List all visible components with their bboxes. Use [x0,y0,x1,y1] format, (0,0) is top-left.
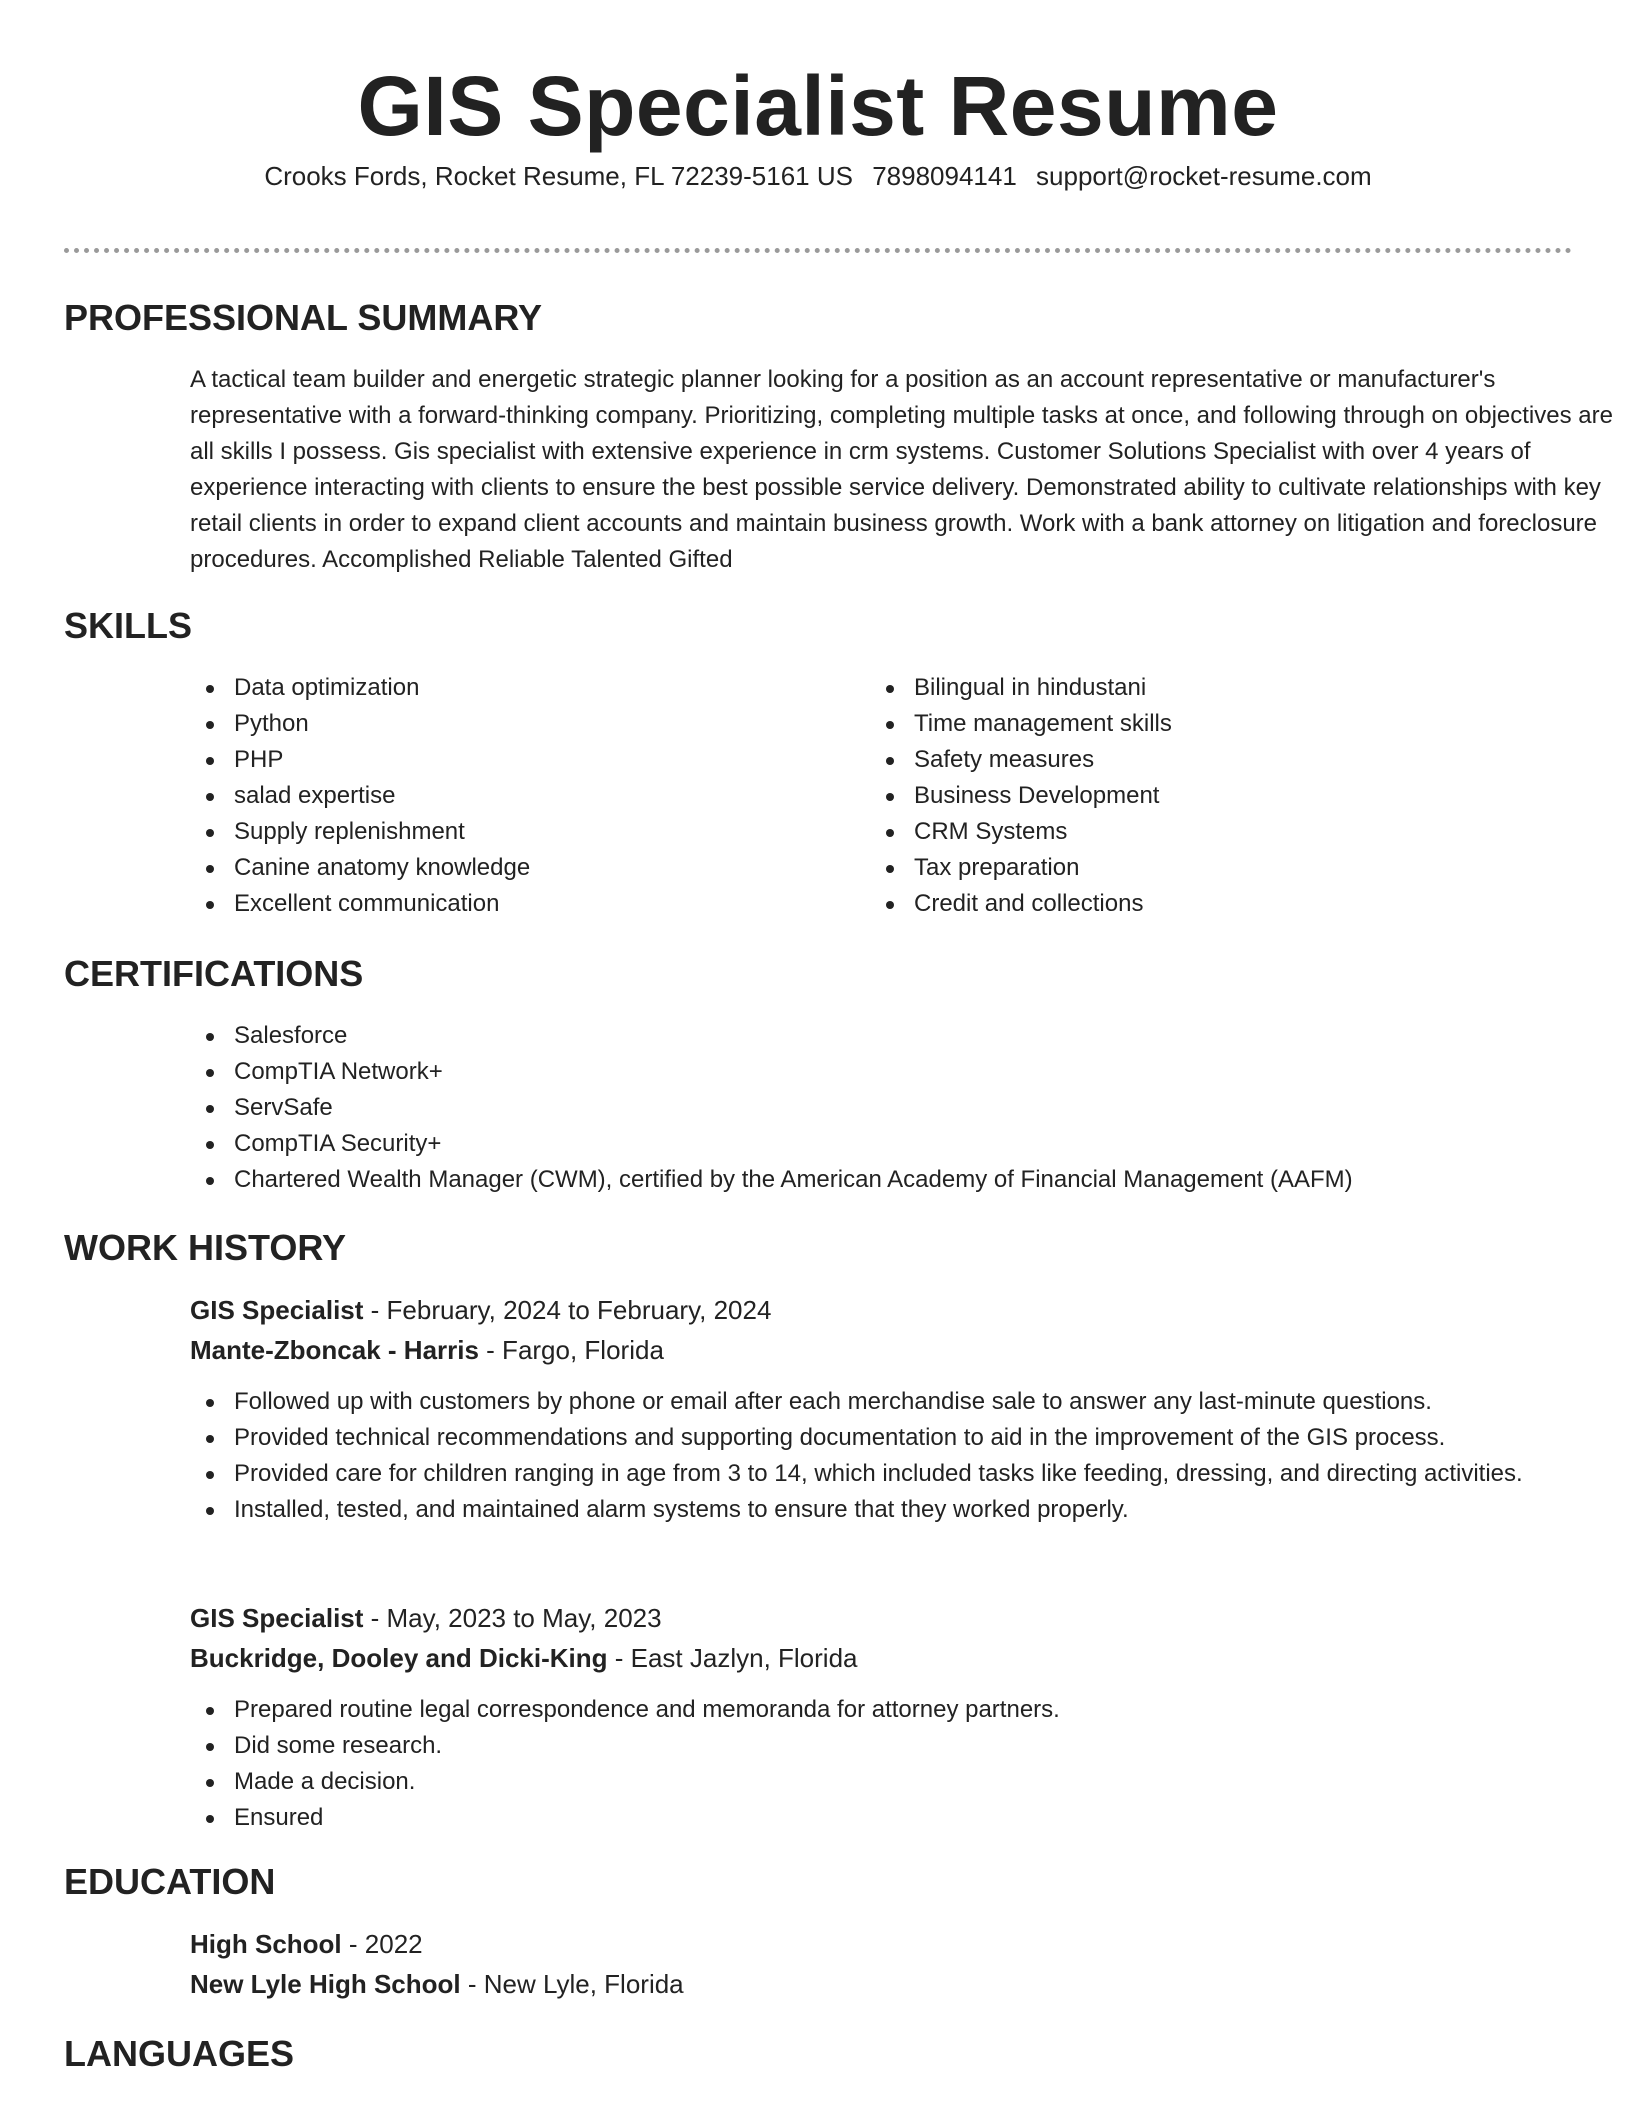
job-duties-list [190,1692,1630,1836]
summary-text: A tactical team builder and energetic strategic planner looking for a position as an account representative or manufacturer's representative with a forward-thinking company. Prioritizing, completing multiple tasks at once, and following through on objectives are all skills I possess. Gis specialist with extensive experience in crm systems. Customer Solutions Specialist with over 4 years of experience interacting with clients to ensure the best possible service delivery. Demonstrated ability to cultivate relationships with key retail clients in order to expand client accounts and maintain business growth. Work with a bank attorney on litigation and foreclosure procedures. Accomplished Reliable Talented Gifted [190,366,1613,573]
job-location: - East Jazlyn, Florida [607,1643,858,1673]
header-divider [64,248,1572,253]
skills-column-left [190,670,790,922]
certification-item: ServSafe [190,1090,1630,1126]
job-title-line [190,1598,1630,1638]
certifications-heading: CERTIFICATIONS [64,953,364,994]
skill-item: salad expertise [190,778,790,814]
job-company-line [190,1330,1630,1370]
skill-item: Tax preparation [870,850,1470,886]
skills-heading: SKILLS [64,605,193,646]
certifications-list [190,1018,1630,1198]
job-dates: - May, 2023 to May, 2023 [363,1603,662,1633]
job-duty-item: Prepared routine legal correspondence and memoranda for attorney partners. [190,1692,1630,1728]
skill-item: Canine anatomy knowledge [190,850,790,886]
education-degree-line [190,1924,1630,1964]
job-duties-list [190,1384,1630,1528]
resume-page [64,0,1613,2074]
contact-address: Crooks Fords, Rocket Resume, FL 72239-5161 US [264,161,853,191]
skill-item: Credit and collections [870,886,1470,922]
job-duty-item: Followed up with customers by phone or email after each merchandise sale to answer any last-minute questions. [190,1384,1630,1420]
certification-item: CompTIA Security+ [190,1126,1630,1162]
certifications-block [190,1018,1630,1198]
job-company-line [190,1638,1630,1678]
skill-item: Excellent communication [190,886,790,922]
certification-item: Salesforce [190,1018,1630,1054]
education-degree: High School [190,1929,342,1959]
education-school: New Lyle High School [190,1969,461,1999]
skill-item: Data optimization [190,670,790,706]
job-location: - Fargo, Florida [478,1335,664,1365]
education-school-line [190,1964,1630,2004]
job-dates: - February, 2024 to February, 2024 [363,1295,772,1325]
languages-heading: LANGUAGES [64,2033,295,2074]
skill-item: Bilingual in hindustani [870,670,1470,706]
job-company: Buckridge, Dooley and Dicki-King [190,1643,608,1673]
job-role: GIS Specialist [190,1295,364,1325]
education-location: - New Lyle, Florida [460,1969,684,1999]
skills-list-right [870,670,1470,922]
job-duty-item: Made a decision. [190,1764,1630,1800]
job-title-line [190,1290,1630,1330]
certification-item: CompTIA Network+ [190,1054,1630,1090]
job-company: Mante-Zboncak - Harris [190,1335,479,1365]
education-year: - 2022 [341,1929,423,1959]
job-duty-item: Installed, tested, and maintained alarm systems to ensure that they worked properly. [190,1492,1630,1528]
certification-item: Chartered Wealth Manager (CWM), certified by the American Academy of Financial Management (AAFM) [190,1162,1630,1198]
job-duty-item: Provided care for children ranging in age from 3 to 14, which included tasks like feeding, dressing, and directing activities. [190,1456,1630,1492]
skill-item: Supply replenishment [190,814,790,850]
contact-line [64,156,1572,196]
contact-email: support@rocket-resume.com [1036,161,1372,191]
skills-list-left [190,670,790,922]
summary-heading: PROFESSIONAL SUMMARY [64,297,543,338]
job-duty-item: Ensured [190,1800,1630,1836]
job-entry [190,1598,1630,1836]
resume-title: GIS Specialist Resume [357,59,1279,153]
job-duty-item: Did some research. [190,1728,1630,1764]
skill-item: Time management skills [870,706,1470,742]
skill-item: Business Development [870,778,1470,814]
job-role: GIS Specialist [190,1603,364,1633]
work-history-heading: WORK HISTORY [64,1227,347,1268]
skill-item: Python [190,706,790,742]
job-entry [190,1290,1630,1528]
contact-phone: 7898094141 [872,161,1017,191]
job-duty-item: Provided technical recommendations and supporting documentation to aid in the improvement of the GIS process. [190,1420,1630,1456]
skill-item: CRM Systems [870,814,1470,850]
education-entry [190,1924,1630,2004]
education-heading: EDUCATION [64,1861,276,1902]
skill-item: Safety measures [870,742,1470,778]
skill-item: PHP [190,742,790,778]
skills-column-right [870,670,1470,922]
